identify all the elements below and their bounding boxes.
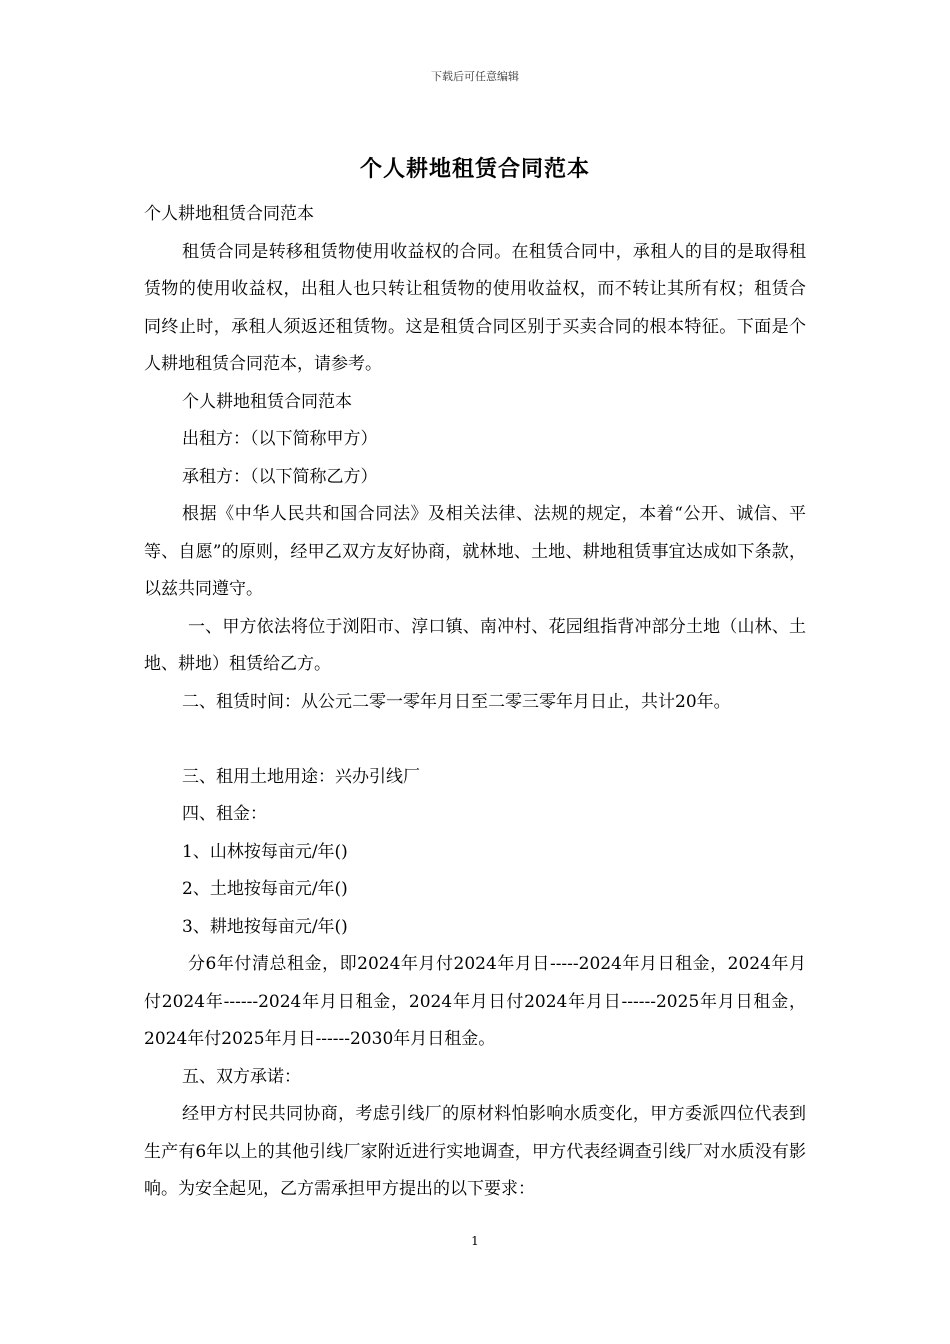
rent-item-land: 2、土地按每亩元/年() bbox=[182, 879, 348, 899]
lessor-line: 出租方：（以下简称甲方） bbox=[182, 429, 378, 449]
intro-paragraph: 租赁合同是转移租赁物使用收益权的合同。在租赁合同中，承租人的目的是取得租赁物的使用收益权，出租人也只转让租赁物的使用收益权，而不转让其所有权；租赁合同终止时，承租人须返还租赁物。这是租赁合同区别于买卖合同的根本特征。下面是个人耕地租赁合同范本，请参考。 bbox=[144, 241, 806, 374]
commitment-paragraph: 经甲方村民共同协商，考虑引线厂的原材料怕影响水质变化，甲方委派四位代表到生产有6年以上的其他引线厂家附近进行实地调查，甲方代表经调查引线厂对水质没有影响。为安全起见，乙方需承担甲方提出的以下要求： bbox=[144, 1104, 806, 1199]
clause-one: 一、甲方依法将位于浏阳市、淳口镇、南冲村、花园组指背冲部分土地（山林、土地、耕地）租赁给乙方。 bbox=[144, 616, 806, 674]
subtitle-paragraph: 个人耕地租赁合同范本 bbox=[144, 204, 314, 224]
document-body bbox=[144, 196, 806, 1209]
contract-heading: 个人耕地租赁合同范本 bbox=[182, 391, 352, 412]
lessee-line: 承租方：（以下简称乙方） bbox=[182, 466, 378, 487]
blank-line bbox=[144, 721, 806, 759]
rent-item-farmland: 3、耕地按每亩元/年() bbox=[182, 916, 348, 937]
legal-basis-paragraph: 根据《中华人民共和国合同法》及相关法律、法规的规定，本着“公开、诚信、平等、自愿”的原则，经甲乙双方友好协商，就林地、土地、耕地租赁事宜达成如下条款，以兹共同遵守。 bbox=[144, 504, 806, 599]
clause-four: 四、租金： bbox=[182, 804, 267, 824]
clause-five: 五、双方承诺： bbox=[182, 1066, 301, 1087]
header-note: 下载后可任意编辑 bbox=[431, 70, 519, 83]
rent-item-forest: 1、山林按每亩元/年() bbox=[182, 841, 348, 862]
page-number: 1 bbox=[471, 1234, 479, 1248]
clause-two: 二、租赁时间：从公元二零一零年月日至二零三零年月日止，共计20年。 bbox=[182, 691, 731, 712]
document-title: 个人耕地租赁合同范本 bbox=[359, 156, 590, 182]
clause-three: 三、租用土地用途：兴办引线厂 bbox=[182, 766, 420, 787]
payment-schedule-paragraph: 分6年付清总租金，即2024年月付2024年月日-----2024年月日租金，2024年月付2024年------2024年月日租金，2024年月日付2024年月日------2025年月日租金，2024年付2025年月日------2030年月日租金。 bbox=[144, 954, 806, 1049]
